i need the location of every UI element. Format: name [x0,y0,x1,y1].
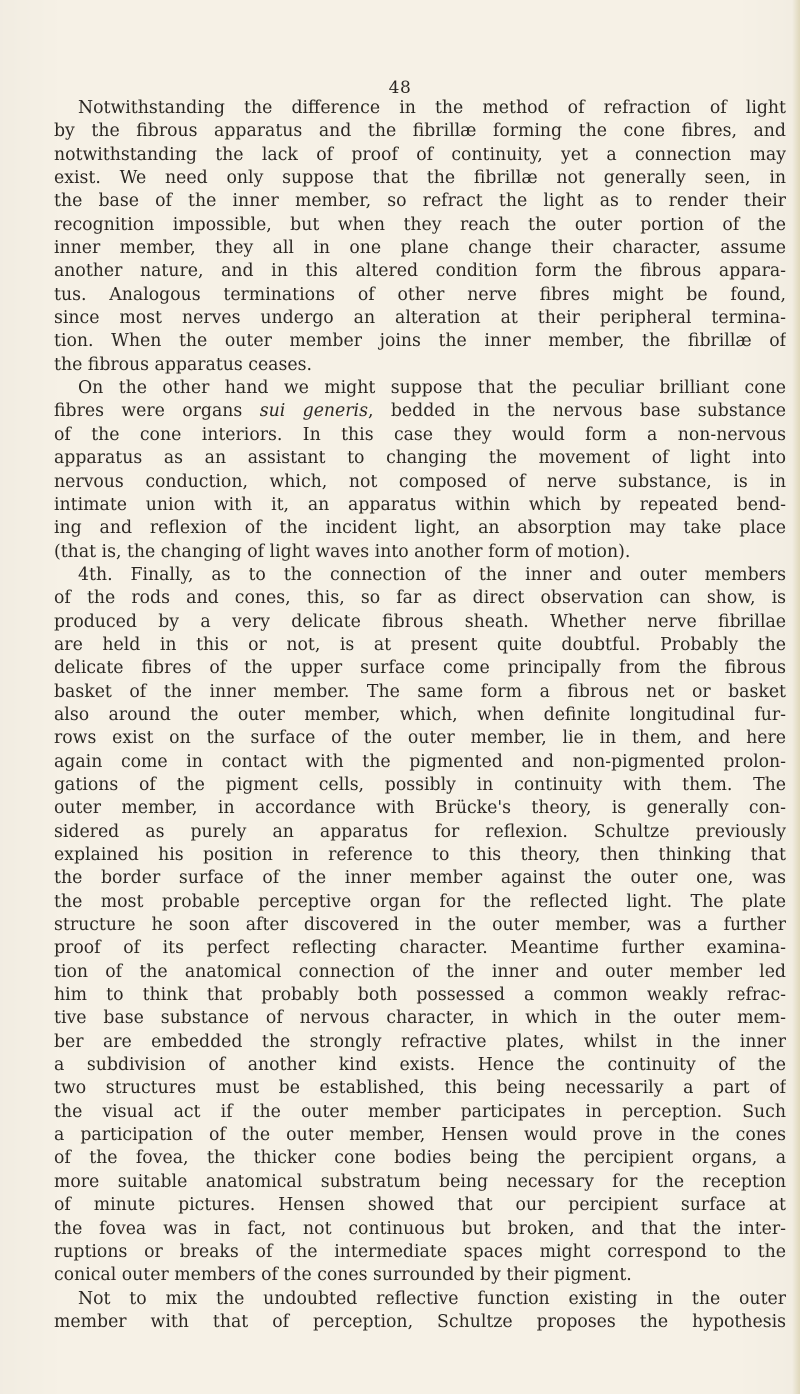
text-line: produced by a very delicate fibrous sheath. Whether nerve fibrillae [54,611,786,632]
text-line: proof of its perfect reflecting character. Meantime further examina- [54,938,786,959]
text-line: delicate fibres of the upper surface come principally from the fibrous [54,658,786,679]
page-number: 48 [388,78,412,98]
text-line: On the other hand we might suppose that the peculiar brilliant cone [78,378,786,399]
text-line: gations of the pigment cells, possibly in continuity with them. The [54,774,786,795]
text-line: ruptions or breaks of the intermediate spaces might correspond to the [54,1241,786,1262]
text-line: by the fibrous apparatus and the fibrillæ forming the cone fibres, and [54,121,786,142]
text-line: tive base substance of nervous character, in which in the outer mem- [54,1008,786,1029]
body-text [54,97,786,1334]
text-line: him to think that probably both possessed a common weakly refrac- [54,985,786,1006]
text-segment: , bedded in the nervous base substance [367,401,786,422]
text-line: Not to mix the undoubted reflective function existing in the outer [78,1288,786,1309]
text-line: the most probable perceptive organ for the reflected light. The plate [54,891,786,912]
text-line: of the fovea, the thicker cone bodies being the percipient organs, a [54,1148,786,1169]
text-line: the base of the inner member, so refract the light as to render their [54,191,786,212]
text-line: inner member, they all in one plane change their character, assume [54,238,786,259]
text-line: apparatus as an assistant to changing the movement of light into [54,448,786,469]
text-line: nervous conduction, which, not composed of nerve substance, is in [54,471,786,492]
text-line: also around the outer member, which, when definite longitudinal fur- [54,704,786,725]
text-line: two structures must be established, this being necessarily a part of [54,1078,786,1099]
text-line: conical outer members of the cones surrounded by their pigment. [54,1265,632,1286]
text-line: the border surface of the inner member against the outer one, was [54,868,786,889]
text-line: of minute pictures. Hensen showed that our percipient surface at [54,1195,786,1216]
text-line: a participation of the outer member, Hensen would prove in the cones [54,1125,786,1146]
text-line: notwithstanding the lack of proof of continuity, yet a connection may [54,144,786,165]
text-line: explained his position in reference to this theory, then thinking that [54,845,786,865]
text-line: again come in contact with the pigmented and non-pigmented prolon- [54,751,786,772]
page-edge [792,0,800,1394]
text-line: structure he soon after discovered in the outer member, was a further [54,915,786,936]
text-line: of the cone interiors. In this case they would form a non-nervous [54,424,786,445]
italic-phrase: sui generis [259,401,368,422]
text-line: more suitable anatomical substratum being necessary for the reception [54,1171,786,1192]
text-line [54,400,786,423]
text-line: ber are embedded the strongly refractive plates, whilst in the inner [54,1031,786,1052]
text-line: the visual act if the outer member participates in perception. Such [54,1101,786,1122]
text-segment: fibres were organs [54,401,260,422]
text-line: ing and reflexion of the incident light, an absorption may take place [54,518,786,539]
text-line: a subdivision of another kind exists. Hence the continuity of the [54,1055,786,1076]
text-line: outer member, in accordance with Brücke's theory, is generally con- [54,798,786,819]
text-line: recognition impossible, but when they reach the outer portion of the [54,214,786,235]
text-line: rows exist on the surface of the outer member, lie in them, and here [54,728,786,749]
text-line: are held in this or not, is at present quite doubtful. Probably the [54,634,786,655]
text-line: basket of the inner member. The same form a fibrous net or basket [54,681,786,702]
text-line: tion of the anatomical connection of the inner and outer member led [54,961,786,982]
text-line: intimate union with it, an apparatus within which by repeated bend- [54,494,786,515]
text-line: (that is, the changing of light waves into another form of motion). [54,541,631,562]
text-line: member with that of perception, Schultze proposes the hypothesis [54,1311,786,1332]
text-line: of the rods and cones, this, so far as direct observation can show, is [54,588,786,609]
text-line: tus. Analogous terminations of other nerve fibres might be found, [54,284,786,305]
text-line: since most nerves undergo an alteration at their peripheral termina- [54,308,786,329]
text-line: Notwithstanding the difference in the method of refraction of light [78,98,786,118]
text-line: tion. When the outer member joins the inner member, the fibrillæ of [54,331,786,352]
text-line: 4th. Finally, as to the connection of the inner and outer members [78,564,786,585]
text-line: sidered as purely an apparatus for reflexion. Schultze previously [54,821,786,842]
text-line: the fovea was in fact, not continuous but broken, and that the inter- [54,1218,786,1239]
text-line: another nature, and in this altered condition form the fibrous appara- [54,261,786,282]
text-line: the fibrous apparatus ceases. [54,354,312,375]
text-line: exist. We need only suppose that the fibrillæ not generally seen, in [54,168,786,189]
